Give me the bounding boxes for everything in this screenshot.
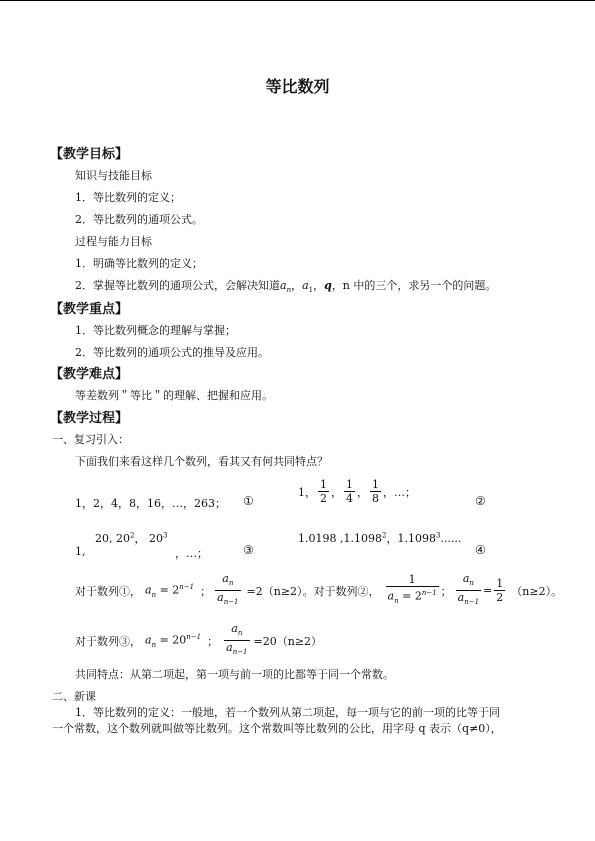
section-heading-difficulties: 【教学难点】 [50,367,129,382]
sequence-3-marker: ③ [243,543,254,557]
process-step-2-heading: 二、新课 [52,690,96,703]
ratio-analysis-line-2: 对于数列③， $a_n = 20^{n-1}$ ； $\frac{a_n}{a_{n-1}}$ =20（n≥2） [75,622,322,659]
sequence-3-end: ，…； [175,547,208,560]
section-heading-goals: 【教学目标】 [50,147,129,162]
review-intro: 下面我们来看这样几个数列，看其又有何共同特点？ [75,455,328,468]
difficulty-1: 等差数列＂等比＂的理解、把握和应用。 [75,389,273,402]
process-step-1-heading: 一、复习引入： [52,433,129,446]
process-goal-heading: 过程与能力目标 [75,235,152,248]
sequence-2: 1， $\frac{1}{2}$ ， $\frac{1}{4}$ ， $\frac{1}{8}$ ，…； [298,478,416,505]
process-goal-item-1: 1．明确等比数列的定义； [75,257,203,270]
process-goal-item-2: 2．掌握等比数列的通项公式，会解决知道$a_n$，$a_1$，q，n 中的三个，求另一个的问题。 [75,279,497,295]
fraction-one-quarter: $\frac{1}{4}$ [346,478,353,505]
sequence-4: 1.0198 ,1.1098$^2$，1.1098$^3$...... [298,531,462,545]
knowledge-goal-item-2: 2．等比数列的通项公式。 [75,213,203,226]
ratio-value-half: $\frac{1}{2}$ [496,577,504,605]
ratio-fraction-seq2: $\frac{a_n}{a_{n-1}}$ [457,572,480,607]
section-heading-key-points: 【教学重点】 [50,302,129,317]
sequence-1: 1，2，4，8，16，…，263； [75,497,226,510]
section-heading-process: 【教学过程】 [50,411,129,426]
general-term-seq2: $\frac{1}{a_n = 2^{n-1}}$ [387,573,437,606]
sequence-3-lead: 1, [75,545,86,558]
key-point-1: 1．等比数列概念的理解与掌握； [75,324,236,337]
ratio-fraction-seq1: $\frac{a_n}{a_{n-1}}$ [217,572,239,607]
fraction-one-eighth: $\frac{1}{8}$ [372,478,379,505]
knowledge-goal-heading: 知识与技能目标 [75,169,152,182]
key-point-2: 2．等比数列的通项公式的推导及应用。 [75,346,269,359]
fraction-one-half: $\frac{1}{2}$ [320,478,327,505]
definition-line-2: 一个常数，这个数列就叫做等比数列。这个常数叫等比数列的公比，用字母 q 表示（q≠0）， [52,722,502,735]
ratio-analysis-line-1: 对于数列①， $a_n = 2^{n-1}$ ； $\frac{a_n}{a_{n-1}}$ =2（n≥2）。对于数列②， $\frac{1}{a_n = 2^{n-1}}$ ； $\frac{a_n}{a_{n-1}}$ = $\frac{1}{2}$ （n≥2）。 [75,572,562,609]
definition-line-1: 1．等比数列的定义：一般地，若一个数列从第二项起，每一项与它的前一项的比等于同 [75,706,500,719]
sequence-4-marker: ④ [475,543,486,557]
page-top-rule [0,0,595,1]
sequence-3-powers: 20, $20^2$， $20^3$ [95,531,168,545]
ratio-fraction-seq3: $\frac{a_n}{a_{n-1}}$ [226,622,248,657]
common-feature: 共同特点：从第二项起，第一项与前一项的比都等于同一个常数。 [75,668,394,681]
knowledge-goal-item-1: 1．等比数列的定义； [75,191,181,204]
sequence-2-marker: ② [475,494,486,508]
sequence-1-marker: ① [243,494,254,508]
page-title: 等比数列 [265,77,330,96]
